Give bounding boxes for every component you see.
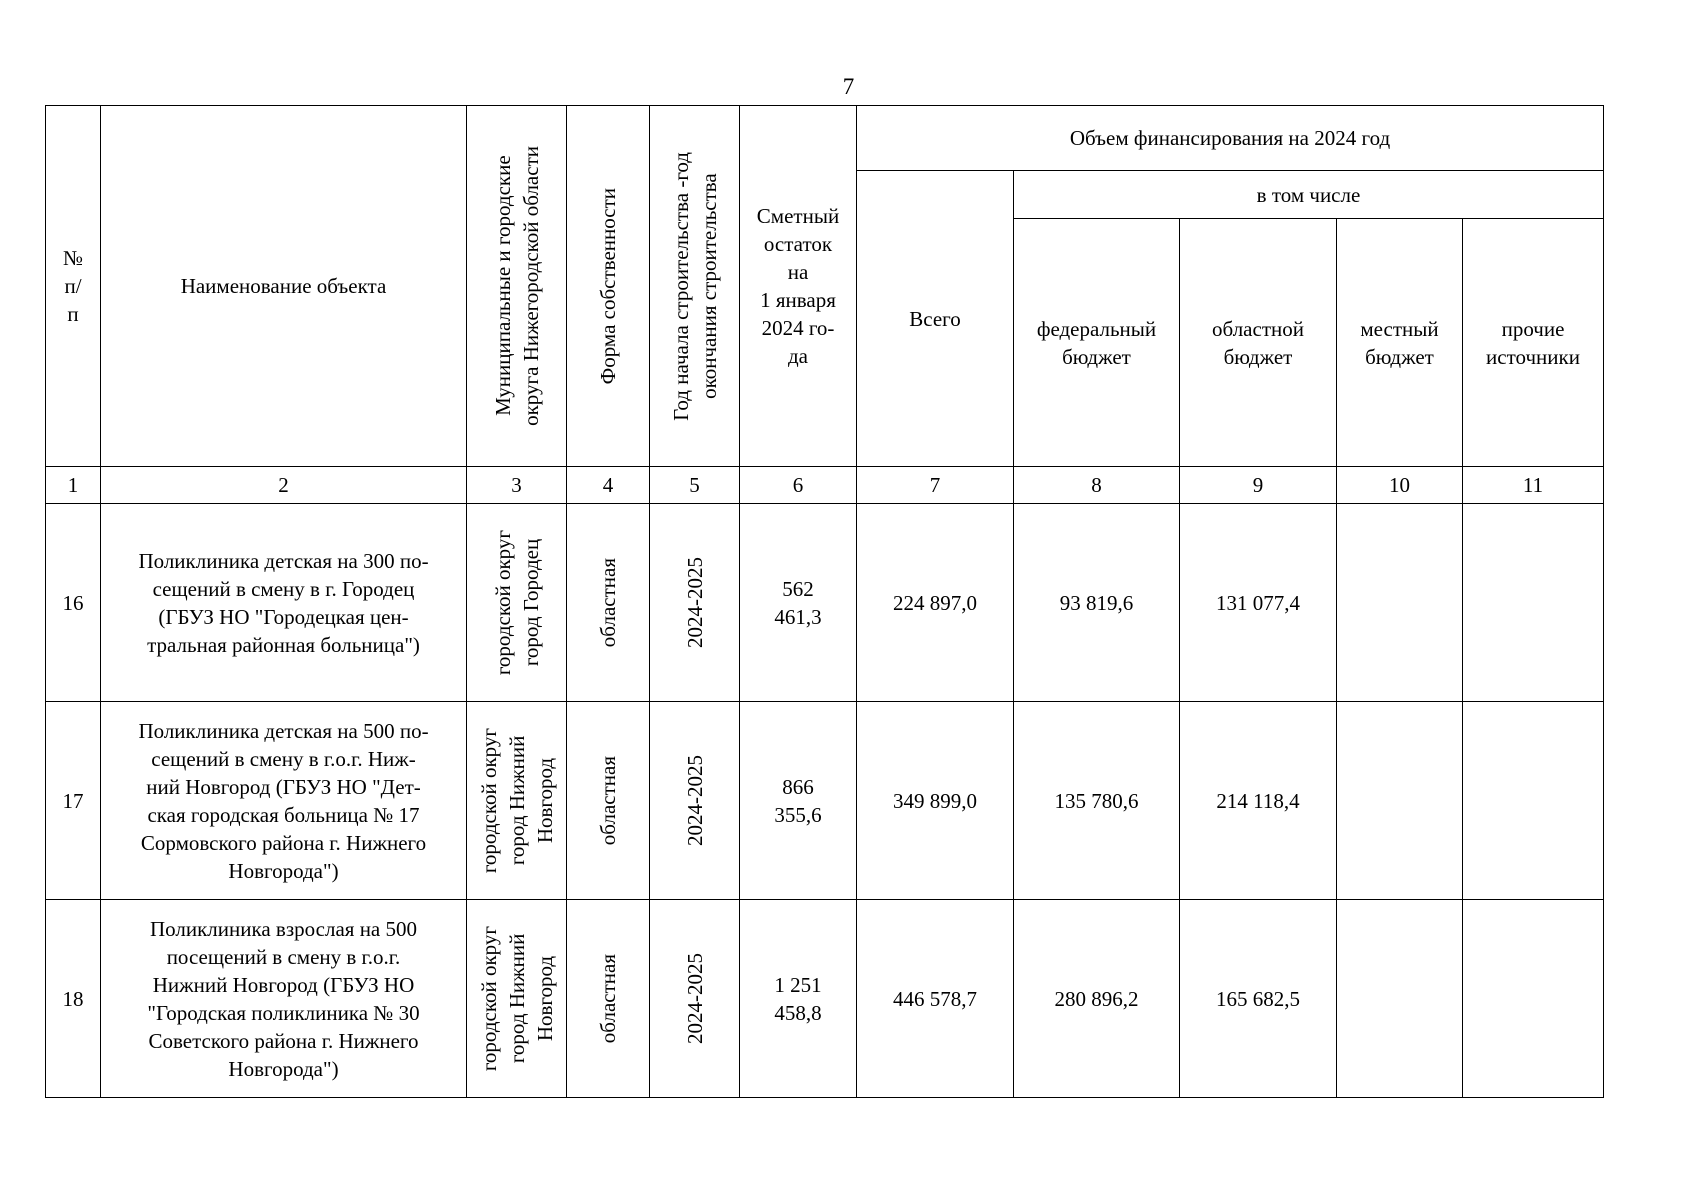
header-local-line: местный	[1360, 316, 1439, 341]
remainder-cell	[740, 702, 857, 900]
remainder-cell	[740, 504, 857, 702]
page-number: 7	[842, 74, 855, 99]
regional-cell: 214 118,4	[1180, 702, 1337, 900]
header-federal	[1014, 219, 1180, 467]
header-other-line: источники	[1486, 344, 1580, 369]
header-years-line: окончания строительства	[696, 173, 721, 399]
header-local-line: бюджет	[1365, 344, 1434, 369]
object-name-line: посещений в смену в г.о.г.	[166, 944, 401, 969]
object-name-line: Поликлиника взрослая на 500	[149, 916, 418, 941]
header-num-line: №	[62, 246, 84, 270]
municipality-line: Новгород	[532, 757, 557, 844]
local-cell	[1337, 702, 1463, 900]
header-municipality-line: округа Нижегородской области	[518, 146, 543, 426]
remainder-cell	[740, 900, 857, 1098]
header-row-1	[46, 106, 1604, 171]
regional-cell: 165 682,5	[1180, 900, 1337, 1098]
header-federal-line: федеральный	[1036, 316, 1157, 341]
object-name-line: Сормовского района г. Нижнего	[140, 830, 427, 855]
header-num-line: п/	[64, 274, 82, 298]
municipality-line: городской округ	[476, 727, 501, 874]
regional-cell: 131 077,4	[1180, 504, 1337, 702]
header-other-line: прочие	[1501, 316, 1565, 341]
local-cell	[1337, 504, 1463, 702]
column-number: 8	[1014, 467, 1180, 504]
row-number: 18	[46, 900, 101, 1098]
header-including: в том числе	[1014, 171, 1604, 219]
header-municipality	[467, 106, 567, 467]
federal-cell: 280 896,2	[1014, 900, 1180, 1098]
header-remainder-line: да	[787, 344, 808, 368]
municipality-line: Новгород	[532, 955, 557, 1042]
other-cell	[1463, 702, 1604, 900]
object-name-line: сещений в смену в г.о.г. Ниж-	[151, 746, 416, 771]
municipality-cell	[467, 504, 567, 702]
header-federal-line: бюджет	[1062, 344, 1131, 369]
municipality-line: город Нижний	[504, 735, 529, 866]
table-row	[46, 702, 1604, 900]
column-number: 2	[101, 467, 467, 504]
municipality-line: городской округ	[490, 529, 515, 676]
ownership-cell	[567, 900, 650, 1098]
header-regional-line: областной	[1212, 316, 1304, 341]
header-regional	[1180, 219, 1337, 467]
object-name-line: Поликлиника детская на 500 по-	[138, 718, 429, 743]
object-name-line: Новгорода")	[228, 858, 339, 883]
object-name	[101, 702, 467, 900]
ownership-cell	[567, 702, 650, 900]
object-name-line: Нижний Новгород (ГБУЗ НО	[152, 972, 415, 997]
object-name	[101, 900, 467, 1098]
header-years	[650, 106, 740, 467]
other-cell	[1463, 900, 1604, 1098]
remainder-line: 355,6	[774, 802, 822, 827]
object-name-line: ний Новгород (ГБУЗ НО "Дет-	[146, 774, 421, 799]
ownership-cell	[567, 504, 650, 702]
object-name-line: "Городская поликлиника № 30	[147, 1000, 420, 1025]
remainder-line: 866	[782, 774, 814, 799]
funding-table	[45, 105, 1604, 1098]
object-name-line: (ГБУЗ НО "Городецкая цен-	[158, 604, 409, 629]
header-regional-line: бюджет	[1223, 344, 1293, 369]
local-cell	[1337, 900, 1463, 1098]
federal-cell: 93 819,6	[1014, 504, 1180, 702]
remainder-line: 461,3	[774, 604, 822, 629]
years-cell	[650, 504, 740, 702]
column-number-row	[46, 467, 1604, 504]
header-remainder-line: 1 января	[760, 288, 836, 312]
column-number: 10	[1337, 467, 1463, 504]
header-ownership-text: Форма собственности	[596, 187, 620, 385]
header-remainder-line: остаток	[763, 232, 833, 256]
header-total: Всего	[857, 171, 1014, 467]
years-text: 2024-2025	[682, 755, 707, 846]
object-name	[101, 504, 467, 702]
municipality-line: город Нижний	[504, 933, 529, 1064]
header-remainder-line: Сметный	[756, 204, 840, 228]
header-remainder	[740, 106, 857, 467]
column-number: 5	[650, 467, 740, 504]
years-cell	[650, 900, 740, 1098]
total-cell: 349 899,0	[857, 702, 1014, 900]
ownership-text: областная	[596, 557, 620, 648]
years-text: 2024-2025	[682, 557, 707, 648]
header-ownership	[567, 106, 650, 467]
object-name-line: Поликлиника детская на 300 по-	[138, 548, 429, 573]
total-cell: 446 578,7	[857, 900, 1014, 1098]
row-number: 16	[46, 504, 101, 702]
municipality-line: город Городец	[518, 538, 543, 667]
header-remainder-line: на	[787, 260, 809, 284]
table-row	[46, 900, 1604, 1098]
years-text: 2024-2025	[682, 953, 707, 1044]
header-local	[1337, 219, 1463, 467]
header-years-line: Год начала строительства -год	[668, 151, 693, 421]
header-remainder-line: 2024 го-	[761, 316, 835, 340]
object-name-line: Новгорода")	[228, 1056, 339, 1081]
table-row	[46, 504, 1604, 702]
column-number: 7	[857, 467, 1014, 504]
header-object-name: Наименование объекта	[101, 106, 467, 467]
row-number: 17	[46, 702, 101, 900]
column-number: 4	[567, 467, 650, 504]
years-cell	[650, 702, 740, 900]
header-other	[1463, 219, 1604, 467]
object-name-line: ская городская больница № 17	[147, 802, 420, 827]
remainder-line: 458,8	[774, 1000, 822, 1025]
object-name-line: Советского района г. Нижнего	[148, 1028, 419, 1053]
column-number: 6	[740, 467, 857, 504]
column-number: 1	[46, 467, 101, 504]
remainder-line: 1 251	[774, 972, 822, 997]
ownership-text: областная	[596, 755, 620, 846]
object-name-line: тральная районная больница")	[147, 632, 420, 657]
object-name-line: сещений в смену в г. Городец	[152, 576, 415, 601]
remainder-line: 562	[782, 576, 814, 601]
municipality-line: городской округ	[476, 925, 501, 1072]
column-number: 3	[467, 467, 567, 504]
federal-cell: 135 780,6	[1014, 702, 1180, 900]
other-cell	[1463, 504, 1604, 702]
municipality-cell	[467, 900, 567, 1098]
total-cell: 224 897,0	[857, 504, 1014, 702]
column-number: 9	[1180, 467, 1337, 504]
header-municipality-line: Муниципальные и городские	[490, 155, 515, 417]
header-num-line: п	[67, 302, 79, 326]
ownership-text: областная	[596, 953, 620, 1044]
municipality-cell	[467, 702, 567, 900]
header-num	[46, 106, 101, 467]
header-funding: Объем финансирования на 2024 год	[857, 106, 1604, 171]
column-number: 11	[1463, 467, 1604, 504]
